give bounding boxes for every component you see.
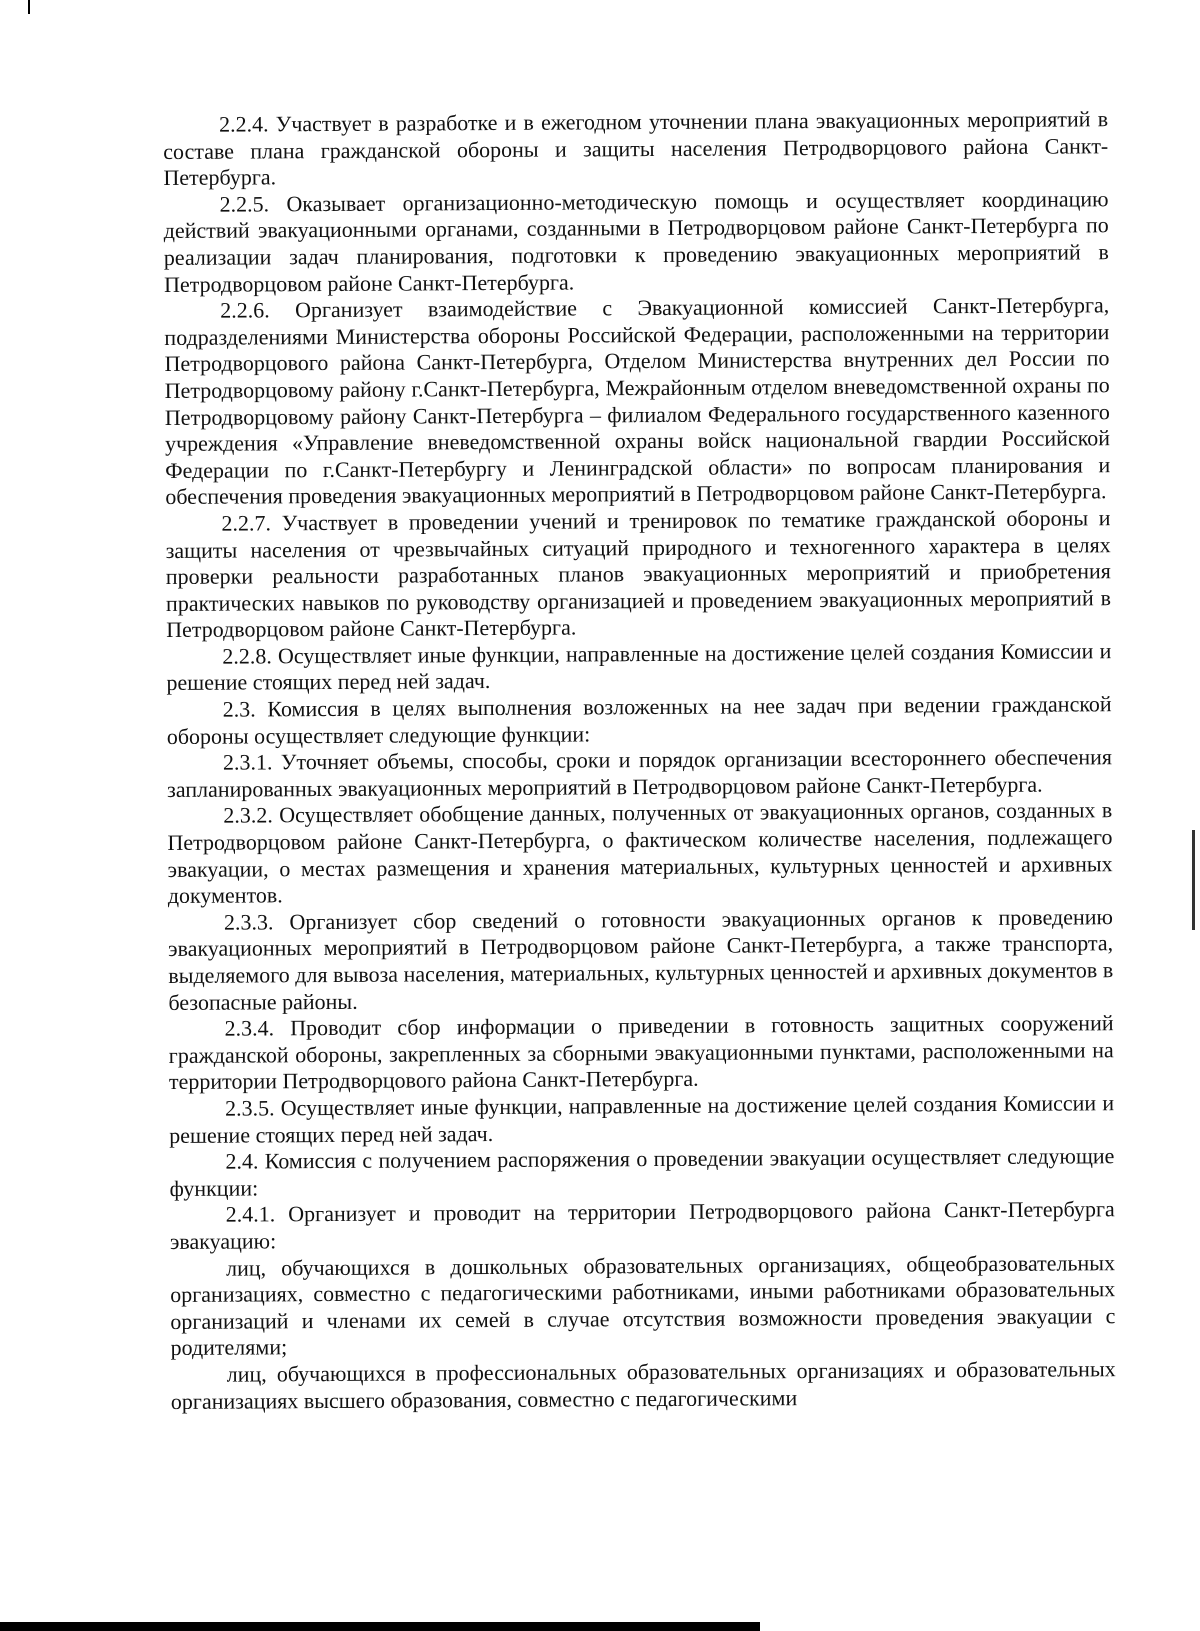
paragraph-2-2-5: 2.2.5. Оказывает организационно-методическую помощь и осуществляет координацию действий эвакуационными органами, созданными в Петродворцовом районе Санкт-Петербурга по реализации задач планирования, подготовки к проведению эвакуационных мероприятий в Петродворцовом районе Санкт-Петербурга. (163, 186, 1109, 297)
paragraph-2-4: 2.4. Комиссия с получением распоряжения о проведении эвакуации осуществляет следующие функции: (169, 1143, 1115, 1201)
paragraph-2-3-3: 2.3.3. Организует сбор сведений о готовности эвакуационных органов к проведению эвакуационных мероприятий в Петродворцовом районе Санкт-Петербурга, а также транспорта, выделяемого для вывоза населения, материальных, культурных ценностей и архивных документов в безопасные районы. (168, 904, 1114, 1015)
paragraph-2-2-6: 2.2.6. Организует взаимодействие с Эвакуационной комиссией Санкт-Петербурга, подразделениями Министерства обороны Российской Федерации, расположенными на территории Петродворцового района Санкт-Петербурга, Отделом Министерства внутренних дел России по Петродворцовому району г.Санкт-Петербурга, Межрайонным отделом вневедомственной охраны по Петродворцовому району Санкт-Петербурга – филиалом Федерального государственного казенного учреждения «Управление вневедомственной охраны войск национальной гвардии Российской Федерации по г.Санкт-Петербургу и Ленинградской области» по вопросам планирования и обеспечения проведения эвакуационных мероприятий в Петродворцовом районе Санкт-Петербурга. (164, 292, 1111, 510)
paragraph-2-3: 2.3. Комиссия в целях выполнения возложенных на нее задач при ведении гражданской обороны осуществляет следующие функции: (166, 691, 1112, 749)
scan-artifact-top (28, 0, 30, 14)
list-item-preschool: лиц, обучающихся в дошкольных образовательных организациях, общеобразовательных организациях, совместно с педагогическими работниками, иными работниками образовательных организаций и членами их семей в случае отсутствия возможности проведения эвакуации с родителями; (170, 1249, 1116, 1361)
paragraph-2-3-4: 2.3.4. Проводит сбор информации о приведении в готовность защитных сооружений гражданской обороны, закрепленных за сборными эвакуационными пунктами, расположенными на территории Петродворцового района Санкт-Петербурга. (168, 1010, 1114, 1095)
paragraph-2-2-4: 2.2.4. Участвует в разработке и в ежегодном уточнении плана эвакуационных мероприятий в составе плана гражданской обороны и защиты населения Петродворцового района Санкт-Петербурга. (163, 106, 1109, 191)
paragraph-2-2-7: 2.2.7. Участвует в проведении учений и тренировок по тематике гражданской обороны и защиты населения от чрезвычайных ситуаций природного и техногенного характера в целях проверки реальности разработанных планов эвакуационных мероприятий и приобретения практических навыков по руководству организацией и проведением эвакуационных мероприятий в Петродворцовом районе Санкт-Петербурга. (165, 505, 1112, 643)
paragraph-2-3-2: 2.3.2. Осуществляет обобщение данных, полученных от эвакуационных органов, созданных в Петродворцовом районе Санкт-Петербурга, о фактическом количестве населения, подлежащего эвакуации, о местах размещения и хранения материальных, культурных ценностей и архивных документов. (167, 797, 1113, 909)
paragraph-2-4-1: 2.4.1. Организует и проводит на территории Петродворцового района Санкт-Петербурга эвакуацию: (169, 1196, 1115, 1254)
paragraph-2-3-5: 2.3.5. Осуществляет иные функции, направленные на достижение целей создания Комиссии и решение стоящих перед ней задач. (169, 1090, 1115, 1148)
paragraph-2-3-1: 2.3.1. Уточняет объемы, способы, сроки и порядок организации всестороннего обеспечения запланированных эвакуационных мероприятий в Петродворцовом районе Санкт-Петербурга. (167, 744, 1113, 802)
scan-artifact-right (1192, 830, 1195, 930)
scan-bottom-edge (0, 1622, 760, 1631)
paragraph-2-2-8: 2.2.8. Осуществляет иные функции, направленные на достижение целей создания Комиссии и решение стоящих перед ней задач. (166, 638, 1112, 696)
list-item-professional: лиц, обучающихся в профессиональных образовательных организациях и образовательных организациях высшего образования, совместно с педагогическими (170, 1356, 1116, 1414)
document-body (163, 106, 1116, 1415)
